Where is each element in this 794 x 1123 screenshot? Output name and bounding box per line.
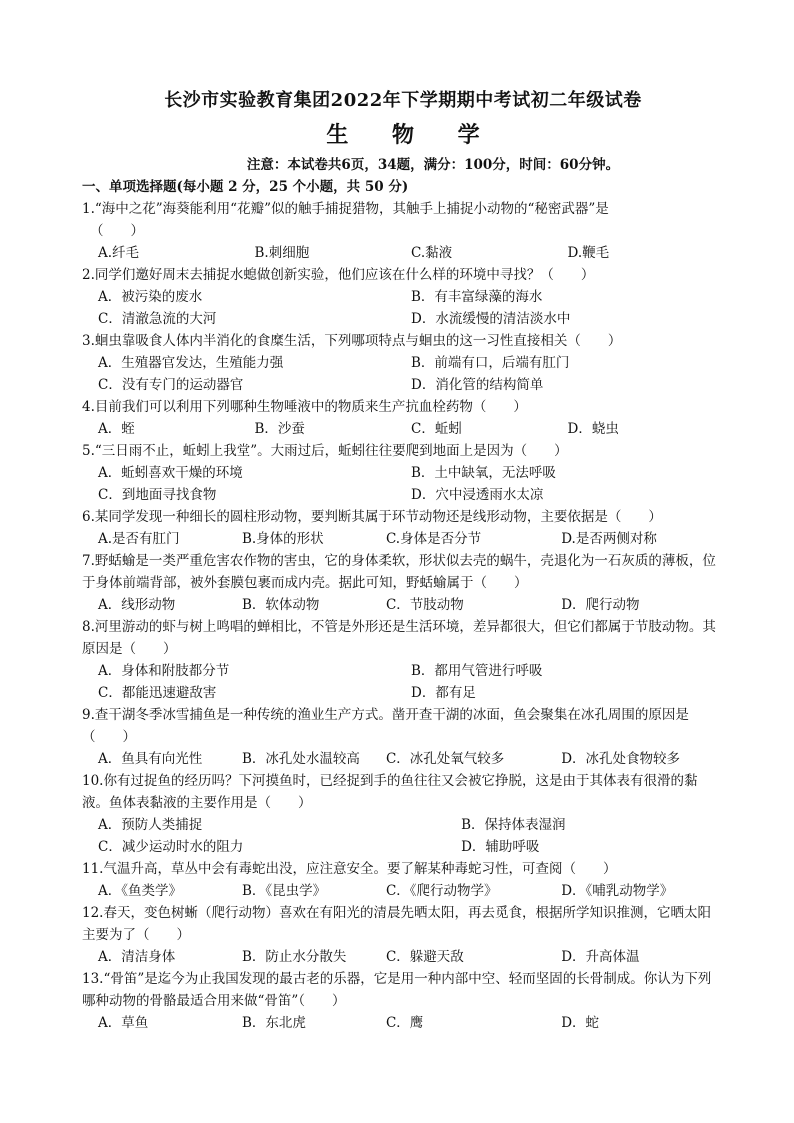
option-a: A.纤毛 [98,245,140,261]
option-list [82,418,724,440]
question-1 [82,198,724,264]
option-c: C．都能迅速避敌害 [98,685,217,701]
option-d: D．消化管的结构简单 [411,377,544,393]
option-c: C．减少运动时水的阻力 [98,839,244,855]
section-heading: 一、单项选择题(每小题 2 分，25 个小题，共 50 分) [82,179,409,195]
option-a: A．鱼具有向光性 [98,751,203,767]
option-list [82,946,724,968]
option-c: C．蚯蚓 [411,421,462,437]
option-a: A．预防人类捕捉 [98,817,203,833]
question-stem-blank: （ ） [90,223,144,239]
subject-title: 生 物 学 [326,122,498,148]
question-stem: 3.蛔虫靠吸食人体内半消化的食糜生活，下列哪项特点与蛔虫的这一习性直接相关（ ） [82,333,622,349]
question-stem: 1.“海中之花”海葵能利用“花瓣”似的触手捕捉猎物，其触手上捕捉小动物的“秘密武器”是 [82,201,609,217]
option-a: A．蛭 [98,421,135,437]
option-d: D．《哺乳动物学》 [561,883,674,899]
option-a: A．线形动物 [98,597,176,613]
option-d: D.是否两侧对称 [561,531,657,547]
option-b: B．《昆虫学》 [241,883,327,899]
option-d: D．蛇 [561,1015,600,1031]
option-list [82,242,724,264]
option-b: B．沙蚕 [254,421,305,437]
question-13 [82,968,724,1034]
exam-notice: 注意：本试卷共6页，34题，满分：100分，时间：60分钟。 [246,157,620,173]
question-stem: 13.“骨笛”是迄今为止我国发现的最古老的乐器，它是用一种内部中空、轻而坚固的长骨制成。你认为下列哪种动物的骨骼最适合用来做“骨笛”（ ） [82,971,712,1009]
option-c: C．冰孔处氧气较多 [385,751,505,767]
question-4 [82,396,724,440]
question-7 [82,550,724,616]
option-d: D．辅助呼吸 [461,839,540,855]
question-stem: 6.某同学发现一种细长的圆柱形动物，要判断其属于环节动物还是线形动物，主要依据是（ ） [82,509,662,525]
question-stem: 4.目前我们可以利用下列哪种生物唾液中的物质来生产抗血栓药物（ ） [82,399,527,415]
question-stem: 2.同学们邀好周末去捕捉水螅做创新实验，他们应该在什么样的环境中寻找？（ ） [82,267,595,283]
option-d: D.鞭毛 [567,245,610,261]
question-stem: 8.河里游动的虾与树上鸣唱的蝉相比，不管是外形还是生活环境，差异都很大，但它们都属于节肢动物。其原因是（ ） [82,619,716,657]
option-list [82,880,724,902]
option-list [82,352,724,396]
option-a: A．草鱼 [98,1015,149,1031]
question-9 [82,704,724,770]
option-a: A．被污染的废水 [98,289,203,305]
option-list [82,462,724,506]
option-a: A．身体和附肢都分节 [98,663,230,679]
option-d: D．都有足 [411,685,476,701]
option-c: C.身体是否分节 [385,531,482,547]
option-b: B.身体的形状 [241,531,324,547]
option-a: A．清洁身体 [98,949,176,965]
option-b: B．软体动物 [241,597,320,613]
option-c: C.黏液 [411,245,453,261]
question-8 [82,616,724,704]
option-c: C．清澈急流的大河 [98,311,217,327]
option-list [82,748,724,770]
option-b: B．防止水分散失 [241,949,347,965]
option-c: C．《爬行动物学》 [385,883,498,899]
question-stem: 5.“三日雨不止，蚯蚓上我堂”。大雨过后，蚯蚓往往要爬到地面上是因为（ ） [82,443,568,459]
question-11 [82,858,724,902]
option-a: A．蚯蚓喜欢干燥的环境 [98,465,243,481]
option-a: A.是否有肛门 [98,531,180,547]
option-d: D．蛲虫 [567,421,619,437]
question-stem: 9.查干湖冬季冰雪捕鱼是一种传统的渔业生产方式。凿开查干湖的冰面，鱼会聚集在冰孔周围的原因是（ ） [82,707,689,745]
question-6 [82,506,724,550]
option-b: B.刺细胞 [254,245,310,261]
option-d: D．爬行动物 [561,597,640,613]
question-10 [82,770,724,858]
option-b: B．东北虎 [241,1015,306,1031]
option-b: B．有丰富绿藻的海水 [411,289,543,305]
option-b: B．保持体表湿润 [461,817,566,833]
option-b: B．前端有口，后端有肛门 [411,355,570,371]
option-d: D．穴中浸透雨水太凉 [411,487,544,503]
question-stem: 10.你有过捉鱼的经历吗？下河摸鱼时，已经捉到手的鱼往往又会被它挣脱，这是由于其体表有很滑的黏液。鱼体表黏液的主要作用是（ ） [82,773,698,811]
exam-title: 长沙市实验教育集团2022年下学期期中考试初二年级试卷 [164,90,642,111]
option-list [82,286,724,330]
question-12 [82,902,724,968]
question-stem: 12.春天，变色树蜥（爬行动物）喜欢在有阳光的清晨先晒太阳，再去觅食，根据所学知识推测，它晒太阳主要为了（ ） [82,905,711,943]
option-b: B．都用气管进行呼吸 [411,663,543,679]
option-b: B．冰孔处水温较高 [241,751,360,767]
option-list [82,660,724,704]
question-2 [82,264,724,330]
option-c: C．躲避天敌 [385,949,464,965]
question-stem: 7.野蛞蝓是一类严重危害农作物的害虫，它的身体柔软，形状似去壳的蜗牛，壳退化为一石灰质的薄板，位于身体前端背部，被外套膜包裹而成内壳。据此可知，野蛞蝓属于（ ） [82,553,716,591]
option-list [82,528,724,550]
option-d: D．水流缓慢的清洁淡水中 [411,311,571,327]
option-b: B．土中缺氧，无法呼吸 [411,465,556,481]
option-d: D．升高体温 [561,949,640,965]
option-c: C．到地面寻找食物 [98,487,217,503]
option-c: C．没有专门的运动器官 [98,377,244,393]
option-d: D．冰孔处食物较多 [561,751,681,767]
option-a: A．生殖器官发达，生殖能力强 [98,355,284,371]
option-list [82,1012,724,1034]
option-c: C．鹰 [385,1015,424,1031]
option-list [82,814,724,858]
question-3 [82,330,724,396]
option-list [82,594,724,616]
question-5 [82,440,724,506]
option-a: A．《鱼类学》 [98,883,182,899]
option-c: C．节肢动物 [385,597,464,613]
question-stem: 11.气温升高，草丛中会有毒蛇出没，应注意安全。要了解某种毒蛇习性，可查阅（ ） [82,861,617,877]
